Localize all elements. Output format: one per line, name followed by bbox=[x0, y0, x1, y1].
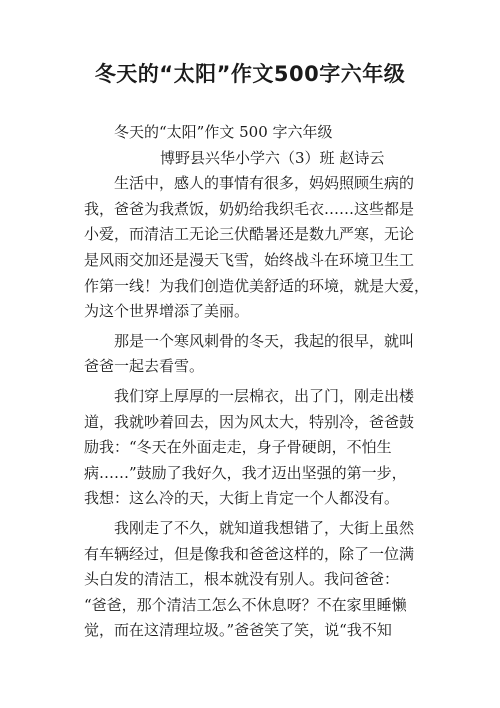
paragraph bbox=[84, 171, 430, 325]
author-line: 博野县兴华小学六（3）班 赵诗云 bbox=[160, 148, 385, 167]
text-line: 我刚走了不久，就知道我想错了，大街上虽然 bbox=[114, 518, 415, 537]
text-line: 我们穿上厚厚的一层棉衣，出了门，刚走出楼 bbox=[114, 386, 415, 405]
text-line: “爸爸，那个清洁工怎么不休息呀？不在家里睡懒 bbox=[84, 595, 407, 614]
text-line: 那是一个寒风刺骨的冬天，我起的很早，就叫 bbox=[114, 331, 415, 350]
text-line: 励我：“冬天在外面走走，身子骨硬朗，不怕生 bbox=[84, 438, 392, 457]
essay-subtitle: 冬天的“太阳”作文 500 字六年级 bbox=[114, 123, 333, 141]
text-line: 为这个世界增添了美丽。 bbox=[84, 302, 250, 321]
paragraph bbox=[84, 516, 424, 644]
text-line: 病……”鼓励了我好久，我才迈出坚强的第一步， bbox=[84, 463, 407, 482]
text-line: 头白发的清洁工，根本就没有别人。我问爸爸： bbox=[84, 570, 400, 589]
text-line: 作第一线！为我们创造优美舒适的环境，就是大爱， bbox=[84, 276, 430, 295]
document-title: 冬天的“太阳”作文500字六年级 bbox=[94, 62, 406, 86]
text-line: 小爱，而清洁工无论三伏酷暑还是数九严寒，无论 bbox=[84, 225, 415, 244]
text-line: 道，我就吵着回去，因为风太大，特别冷，爸爸鼓 bbox=[84, 412, 415, 431]
text-line: 我想：这么冷的天，大街上肯定一个人都没有。 bbox=[84, 489, 400, 508]
text-line: 是风雨交加还是漫天飞雪，始终战斗在环境卫生工 bbox=[84, 250, 415, 269]
text-line: 觉，而在这清理垃圾。”爸爸笑了笑，说“我不知 bbox=[84, 621, 392, 640]
paragraph bbox=[84, 329, 424, 380]
paragraph bbox=[84, 384, 424, 512]
text-line: 爸爸一起去看雪。 bbox=[84, 357, 205, 376]
text-line: 生活中，感人的事情有很多，妈妈照顾生病的 bbox=[114, 174, 415, 193]
document-body bbox=[84, 120, 430, 644]
text-line: 我，爸爸为我煮饭，奶奶给我织毛衣……这些都是 bbox=[84, 199, 415, 218]
text-line: 有车辆经过，但是像我和爸爸这样的，除了一位满 bbox=[84, 544, 415, 563]
